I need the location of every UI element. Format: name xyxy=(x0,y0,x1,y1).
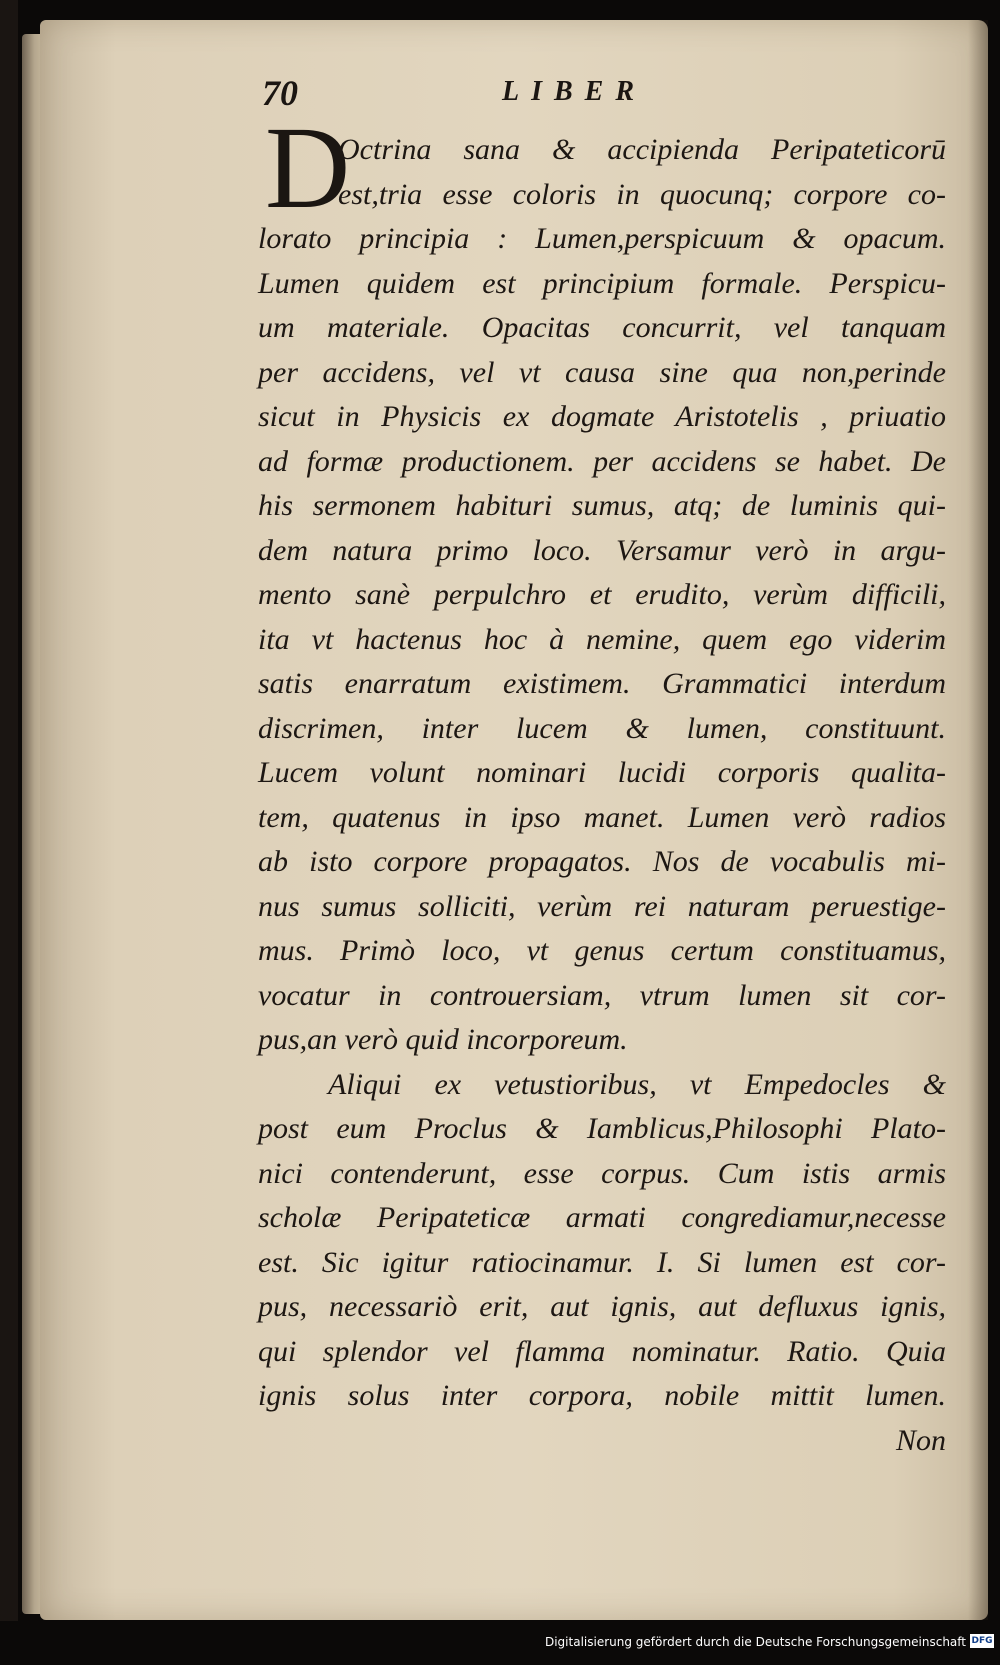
text-line: ab isto corpore propagatos. Nos de vocabulis mi- xyxy=(258,845,946,878)
footer-bar xyxy=(0,1621,1000,1665)
page-number: 70 xyxy=(262,73,298,113)
text-line: Aliqui ex vetustioribus, vt Empedocles & xyxy=(328,1067,946,1101)
text-line: scholæ Peripateticæ armati congrediamur,necesse xyxy=(258,1201,946,1234)
text-line: post eum Proclus & Iamblicus,Philosophi Plato- xyxy=(258,1112,946,1145)
text-line: um materiale. Opacitas concurrit, vel tanquam xyxy=(258,311,946,344)
page-gutter-shadow xyxy=(968,20,988,1620)
text-line: dem natura primo loco. Versamur verò in argu- xyxy=(258,533,946,567)
scan-border-left xyxy=(0,0,18,1630)
text-line: est,tria esse coloris in quocunq; corpore co- xyxy=(338,177,946,211)
text-line: tem, quatenus in ipso manet. Lumen verò radios xyxy=(258,800,946,834)
text-line: mento sanè perpulchro et erudito, verùm difficili, xyxy=(258,578,946,611)
text-line: vocatur in controuersiam, vtrum lumen sit cor- xyxy=(258,978,946,1012)
page-header xyxy=(262,72,922,118)
text-line: nici contenderunt, esse corpus. Cum istis armis xyxy=(258,1156,946,1190)
text-line: Octrina sana & accipienda Peripateticorū xyxy=(338,133,946,166)
text-line: nus sumus solliciti, verùm rei naturam peruestige- xyxy=(258,889,946,923)
text-line: ignis solus inter corpora, nobile mittit lumen. xyxy=(258,1379,946,1412)
text-line: Lucem volunt nominari lucidi corporis qualita- xyxy=(258,756,946,789)
text-line: satis enarratum existimem. Grammatici interdum xyxy=(258,667,946,700)
text-line: sicut in Physicis ex dogmate Aristotelis , priuatio xyxy=(258,400,946,433)
text-line: per accidens, vel vt causa sine qua non,perinde xyxy=(258,355,946,389)
text-line: Lumen quidem est principium formale. Perspicu- xyxy=(258,266,946,300)
running-head: LIBER xyxy=(502,76,647,107)
text-line: mus. Primò loco, vt genus certum constituamus, xyxy=(258,934,946,967)
text-line: pus, necessariò erit, aut ignis, aut defluxus ignis, xyxy=(258,1290,946,1323)
body-text xyxy=(258,128,946,1463)
text-line: discrimen, inter lucem & lumen, constituunt. xyxy=(258,711,946,745)
text-line: qui splendor vel flamma nominatur. Ratio. Quia xyxy=(258,1334,946,1368)
text-line: ita vt hactenus hoc à nemine, quem ego viderim xyxy=(258,622,946,656)
dfg-logo-icon: DFG xyxy=(971,1636,993,1646)
drop-cap: D xyxy=(265,102,351,233)
catchword: Non xyxy=(895,1423,946,1457)
text-line: pus,an verò quid incorporeum. xyxy=(258,1023,628,1056)
text-line: ad formæ productionem. per accidens se habet. De xyxy=(258,444,946,478)
funding-credit: Digitalisierung gefördert durch die Deutsche Forschungsgemeinschaft xyxy=(544,1635,966,1649)
text-line: est. Sic igitur ratiocinamur. I. Si lumen est cor- xyxy=(258,1245,946,1279)
text-line: lorato principia : Lumen,perspicuum & opacum. xyxy=(258,222,946,255)
text-line: his sermonem habituri sumus, atq; de luminis qui- xyxy=(258,489,946,522)
